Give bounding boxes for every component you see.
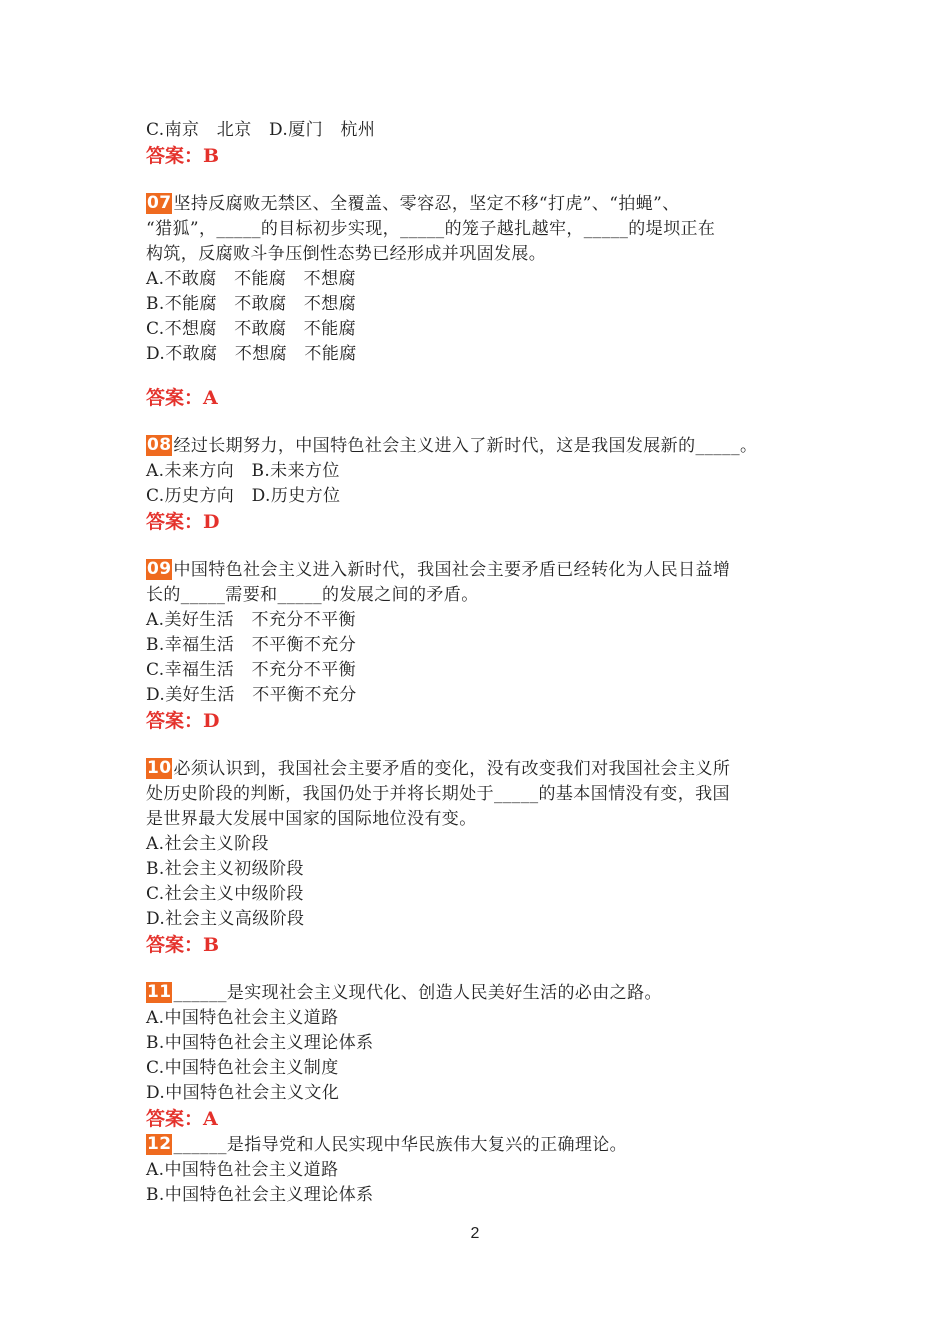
option-a: A.社会主义阶段	[146, 834, 269, 854]
option-b: B.中国特色社会主义理论体系	[146, 1033, 374, 1053]
question-number-badge: 12	[147, 1134, 172, 1154]
option-a: A.中国特色社会主义道路	[146, 1008, 339, 1028]
document-page	[146, 118, 826, 1208]
question-07-line-2: “猎狐”，_____的目标初步实现，_____的笼子越扎越牢，_____的堤坝正在	[146, 219, 716, 239]
question-11-line-1	[146, 981, 826, 1006]
question-10-line-2: 处历史阶段的判断，我国仍处于并将长期处于_____的基本国情没有变，我国	[146, 784, 730, 804]
question-12-line-1	[146, 1133, 826, 1158]
question-number-badge: 08	[147, 435, 172, 455]
option-c: C.社会主义中级阶段	[146, 884, 304, 904]
answer-10: 答案：B	[146, 934, 220, 956]
option-d: D.社会主义高级阶段	[146, 909, 305, 929]
question-10-text: 必须认识到，我国社会主要矛盾的变化，没有改变我们对我国社会主义所	[173, 759, 731, 779]
option-b: B.不能腐 不敢腐 不想腐	[146, 294, 357, 314]
option-a: A.美好生活 不充分不平衡	[146, 610, 356, 630]
question-07-line-1	[146, 192, 826, 217]
answer-09: 答案：D	[146, 710, 220, 732]
question-09-line-1	[146, 558, 826, 583]
question-07-text: 坚持反腐败无禁区、全覆盖、零容忍，坚定不移“打虎”、“拍蝇”、	[173, 194, 680, 214]
options-ab: A.未来方向 B.未来方位	[146, 461, 340, 481]
question-07-line-3: 构筑，反腐败斗争压倒性态势已经形成并巩固发展。	[146, 244, 547, 264]
question-11-text: ______是实现社会主义现代化、创造人民美好生活的必由之路。	[173, 983, 662, 1003]
page-number: 2	[470, 1225, 480, 1242]
option-a: A.不敢腐 不能腐 不想腐	[146, 269, 356, 289]
option-c: C.幸福生活 不充分不平衡	[146, 660, 357, 680]
question-number-badge: 11	[147, 982, 172, 1002]
question-09-line-2: 长的_____需要和_____的发展之间的矛盾。	[146, 585, 479, 605]
option-c: C.中国特色社会主义制度	[146, 1058, 339, 1078]
question-10-line-1	[146, 757, 826, 782]
question-number-badge: 07	[147, 193, 172, 213]
question-09-text: 中国特色社会主义进入新时代，我国社会主要矛盾已经转化为人民日益增	[173, 560, 731, 580]
question-number-badge: 09	[147, 559, 172, 579]
option-a: A.中国特色社会主义道路	[146, 1160, 339, 1180]
question-08-line-1	[146, 434, 826, 459]
answer-prev: 答案：B	[146, 145, 220, 167]
question-08-text: 经过长期努力，中国特色社会主义进入了新时代，这是我国发展新的_____。	[173, 436, 758, 456]
option-d: D.美好生活 不平衡不充分	[146, 685, 357, 705]
question-12-text: ______是指导党和人民实现中华民族伟大复兴的正确理论。	[173, 1135, 628, 1155]
option-b: B.幸福生活 不平衡不充分	[146, 635, 357, 655]
option-b: B.中国特色社会主义理论体系	[146, 1185, 374, 1205]
option-d: D.中国特色社会主义文化	[146, 1083, 340, 1103]
option-b: B.社会主义初级阶段	[146, 859, 304, 879]
answer-07: 答案：A	[146, 387, 218, 409]
answer-11: 答案：A	[146, 1108, 218, 1130]
option-c: C.不想腐 不敢腐 不能腐	[146, 319, 357, 339]
question-10-line-3: 是世界最大发展中国家的国际地位没有变。	[146, 809, 477, 829]
options-cd: C.历史方向 D.历史方位	[146, 486, 341, 506]
question-number-badge: 10	[147, 758, 172, 778]
option-c-prev: C.南京 北京 D.厦门 杭州	[146, 120, 376, 140]
option-d: D.不敢腐 不想腐 不能腐	[146, 344, 357, 364]
answer-08: 答案：D	[146, 511, 220, 533]
